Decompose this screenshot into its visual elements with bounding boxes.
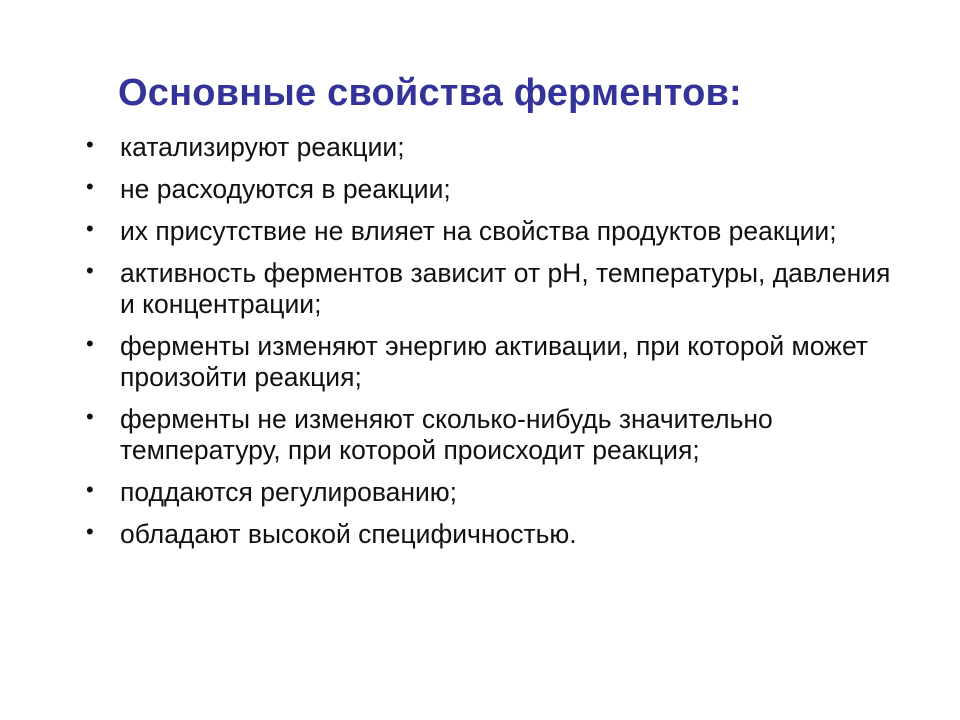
list-item: [80, 477, 900, 508]
bullet-icon: •: [86, 404, 94, 429]
list-item-text: не расходуются в реакции;: [120, 174, 451, 204]
list-item-text: катализируют реакции;: [120, 132, 405, 162]
list-item-text: ферменты не изменяют сколько-нибудь значительно температуру, при которой происходит реакция;: [120, 404, 773, 465]
bullet-icon: •: [86, 331, 94, 356]
list-item-text: их присутствие не влияет на свойства продуктов реакции;: [120, 216, 837, 246]
bullet-icon: •: [86, 174, 94, 199]
list-item: [80, 132, 900, 163]
bullet-icon: •: [86, 216, 94, 241]
slide-title: Основные свойства ферментов:: [118, 72, 742, 114]
list-item: [80, 174, 900, 205]
bullet-icon: •: [86, 477, 94, 502]
bullet-list: [80, 132, 900, 561]
list-item: [80, 404, 900, 466]
list-item-text: активность ферментов зависит от pH, температуры, давления и концентрации;: [120, 258, 891, 319]
list-item: [80, 216, 900, 247]
list-item-text: поддаются регулированию;: [120, 477, 458, 507]
list-item: [80, 519, 900, 550]
bullet-icon: •: [86, 519, 94, 544]
bullet-icon: •: [86, 258, 94, 283]
bullet-icon: •: [86, 132, 94, 157]
list-item: [80, 331, 900, 393]
list-item-text: обладают высокой специфичностью.: [120, 519, 577, 549]
list-item-text: ферменты изменяют энергию активации, при которой может произойти реакция;: [120, 331, 868, 392]
list-item: [80, 258, 900, 320]
